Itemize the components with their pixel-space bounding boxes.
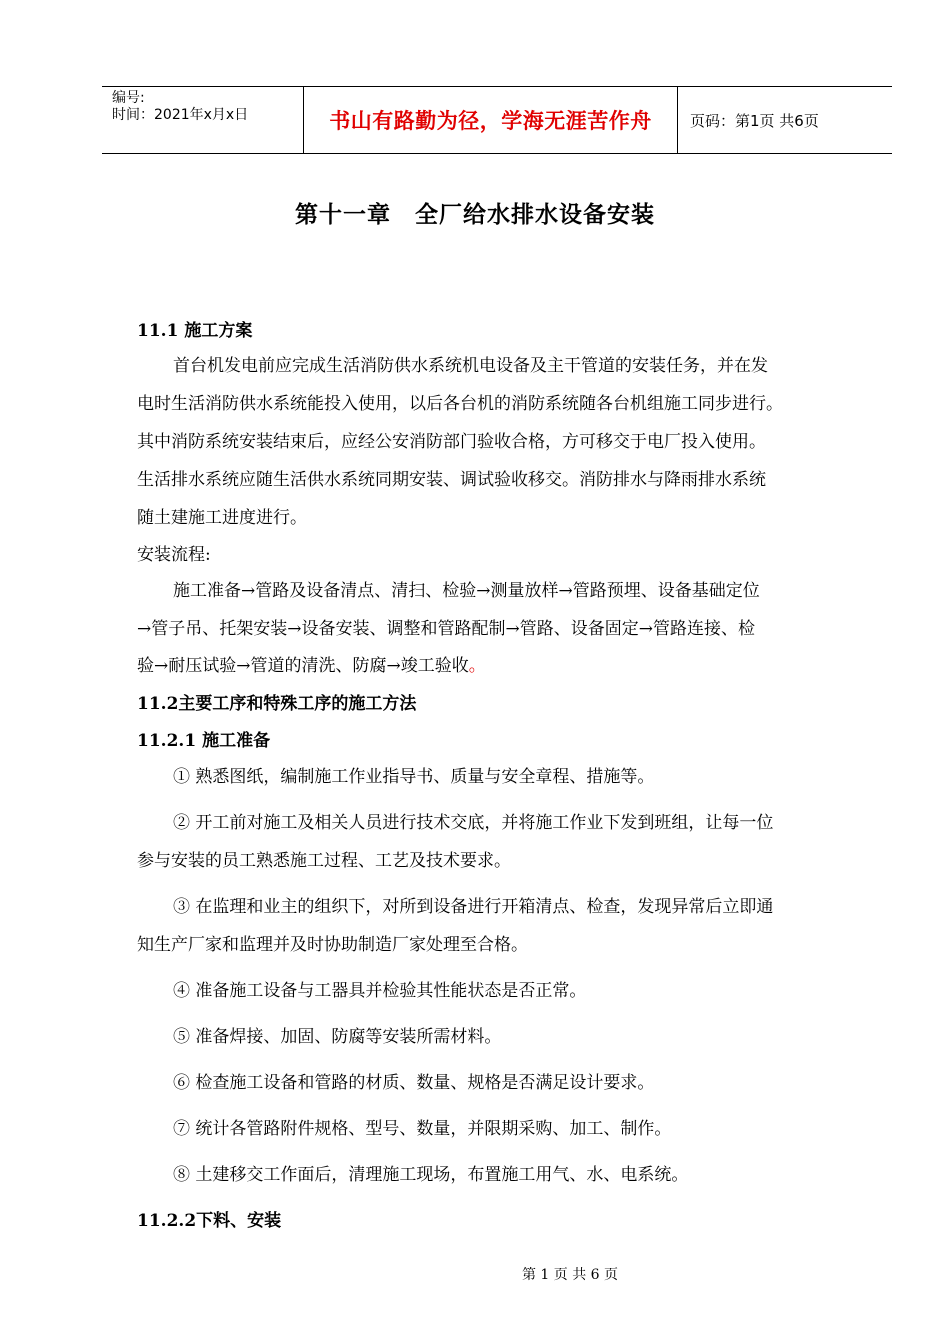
motto: 书山有路勤为径，学海无涯苦作舟 xyxy=(329,108,652,133)
para-line: 首台机发电前应完成生活消防供水系统机电设备及主干管道的安装任务，并在发 xyxy=(173,356,768,376)
flow-label: 安装流程: xyxy=(137,545,211,565)
list-item: ⑤ 准备焊接、加固、防腐等安装所需材料。 xyxy=(173,1027,502,1047)
page-info: 页码：第1页 共6页 xyxy=(690,111,819,130)
subsection-heading-11-2-1: 11.2.1 施工准备 xyxy=(137,731,271,751)
para-line: 电时生活消防供水系统能投入使用，以后各台机的消防系统随各台机组施工同步进行。 xyxy=(137,394,783,414)
flow-line: 施工准备→管路及设备清点、清扫、检验→测量放样→管路预埋、设备基础定位 xyxy=(173,581,760,601)
subsection-heading-11-2-2: 11.2.2下料、安装 xyxy=(137,1211,282,1231)
number-label: 编号: xyxy=(112,90,145,106)
flow-line: →管子吊、托架安装→设备安装、调整和管路配制→管路、设备固定→管路连接、检 xyxy=(137,619,755,639)
flow-line-last xyxy=(137,651,486,676)
list-item: ① 熟悉图纸，编制施工作业指导书、质量与安全章程、措施等。 xyxy=(173,767,655,787)
flow-line-text: 验→耐压试验→管道的清洗、防腐→竣工验收 xyxy=(137,656,469,676)
list-item: ② 开工前对施工及相关人员进行技术交底，并将施工作业下发到班组，让每一位 xyxy=(173,813,774,833)
list-item: 知生产厂家和监理并及时协助制造厂家处理至合格。 xyxy=(137,935,528,955)
chapter-title: 第十一章 全厂给水排水设备安装 xyxy=(295,202,655,228)
para-line: 其中消防系统安装结束后，应经公安消防部门验收合格，方可移交于电厂投入使用。 xyxy=(137,432,766,452)
flow-line-period: 。 xyxy=(468,656,486,676)
para-line: 随土建施工进度进行。 xyxy=(137,508,307,528)
header-page-cell xyxy=(678,87,892,153)
section-heading-11-2: 11.2主要工序和特殊工序的施工方法 xyxy=(137,694,417,714)
header-table xyxy=(102,86,892,154)
header-motto-cell xyxy=(304,87,678,153)
time-label: 时间：2021年x月x日 xyxy=(112,107,249,123)
list-item: ⑥ 检查施工设备和管路的材质、数量、规格是否满足设计要求。 xyxy=(173,1073,655,1093)
list-item: ③ 在监理和业主的组织下，对所到设备进行开箱清点、检查，发现异常后立即通 xyxy=(173,897,774,917)
list-item: ⑦ 统计各管路附件规格、型号、数量，并限期采购、加工、制作。 xyxy=(173,1119,672,1139)
list-item: ⑧ 土建移交工作面后，清理施工现场，布置施工用气、水、电系统。 xyxy=(173,1165,689,1185)
page-footer: 第 1 页 共 6 页 xyxy=(521,1267,619,1283)
section-heading-11-1: 11.1 施工方案 xyxy=(137,321,253,341)
list-item: 参与安装的员工熟悉施工过程、工艺及技术要求。 xyxy=(137,851,511,871)
list-item: ④ 准备施工设备与工器具并检验其性能状态是否正常。 xyxy=(173,981,587,1001)
header-left-cell xyxy=(102,87,304,153)
para-line: 生活排水系统应随生活供水系统同期安装、调试验收移交。消防排水与降雨排水系统 xyxy=(137,470,766,490)
